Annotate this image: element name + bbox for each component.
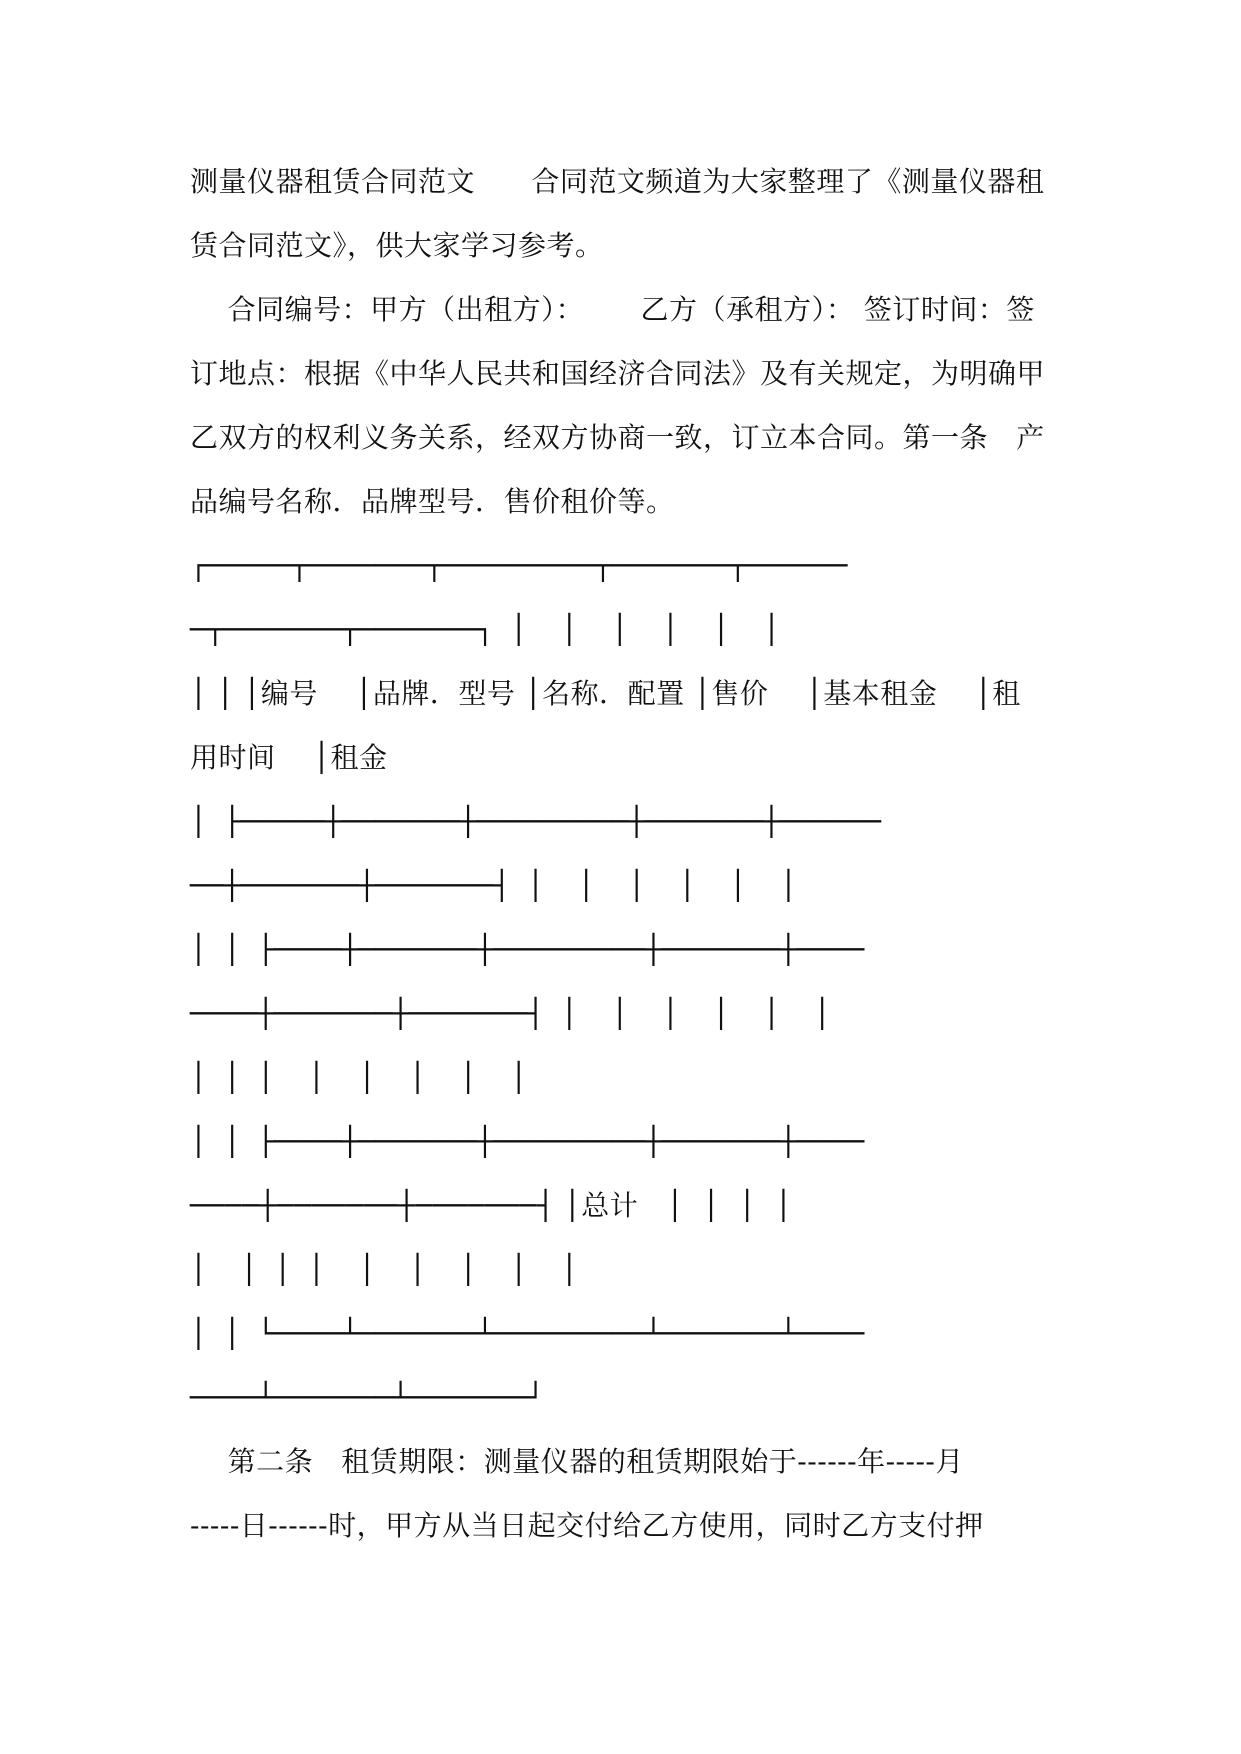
table-header-wrap: 用时间 │租金 <box>190 741 388 774</box>
table-header-line: │ │ │编号 │品牌．型号 │名称．配置 │售价 │基本租金 │租 <box>190 677 1021 710</box>
table-border-line-2: ─┬───────┬───────┐ │ │ │ │ │ │ <box>190 613 781 646</box>
table-separator-3a: │ │ ├────┼───────┼─────────┼───────┼──── <box>190 1125 865 1158</box>
intro-line-2: 赁合同范文》，供大家学习参考。 <box>190 229 604 262</box>
article-one-line: 品编号名称．品牌型号．售价租价等。 <box>190 485 675 518</box>
table-row-bars: │ │ │ │ │ │ │ │ │ <box>190 1253 578 1286</box>
table-separator-1a: │ ├─────┼───────┼─────────┼───────┼────── <box>190 805 882 838</box>
contract-basis-line: 订地点：根据《中华人民共和国经济合同法》及有关规定，为明确甲 <box>190 357 1046 390</box>
table-separator-1b: ──┼───────┼───────┤ │ │ │ │ │ │ <box>190 869 797 902</box>
table-bottom-border-a: │ │ └────┴───────┴─────────┴───────┴──── <box>190 1317 865 1350</box>
article-two-line-2: -----日------时，甲方从当日起交付给乙方使用，同时乙方支付押 <box>190 1509 984 1542</box>
table-total-line: ────┼───────┼───────┤ │总计 │ │ │ │ <box>190 1189 793 1222</box>
contract-agreement-line: 乙双方的权利义务关系，经双方协商一致，订立本合同。第一条 产 <box>190 421 1045 454</box>
table-separator-2b: ────┼───────┼───────┤ │ │ │ │ │ │ <box>190 997 831 1030</box>
table-row-empty: │ │ │ │ │ │ │ │ <box>190 1061 528 1094</box>
table-border-line-1: ┌─────┬───────┬─────────┬───────┬────── <box>190 549 848 582</box>
contract-header-line: 合同编号：甲方（出租方）： 乙方（承租方）： 签订时间：签 <box>190 293 1035 326</box>
table-bottom-border-b: ────┴───────┴───────┘ <box>190 1381 545 1414</box>
article-two-line-1: 第二条 租赁期限：测量仪器的租赁期限始于------年-----月 <box>190 1445 964 1478</box>
table-separator-2a: │ │ ├────┼───────┼─────────┼───────┼──── <box>190 933 865 966</box>
intro-title-line: 测量仪器租赁合同范文 合同范文频道为大家整理了《测量仪器租 <box>190 165 1045 198</box>
